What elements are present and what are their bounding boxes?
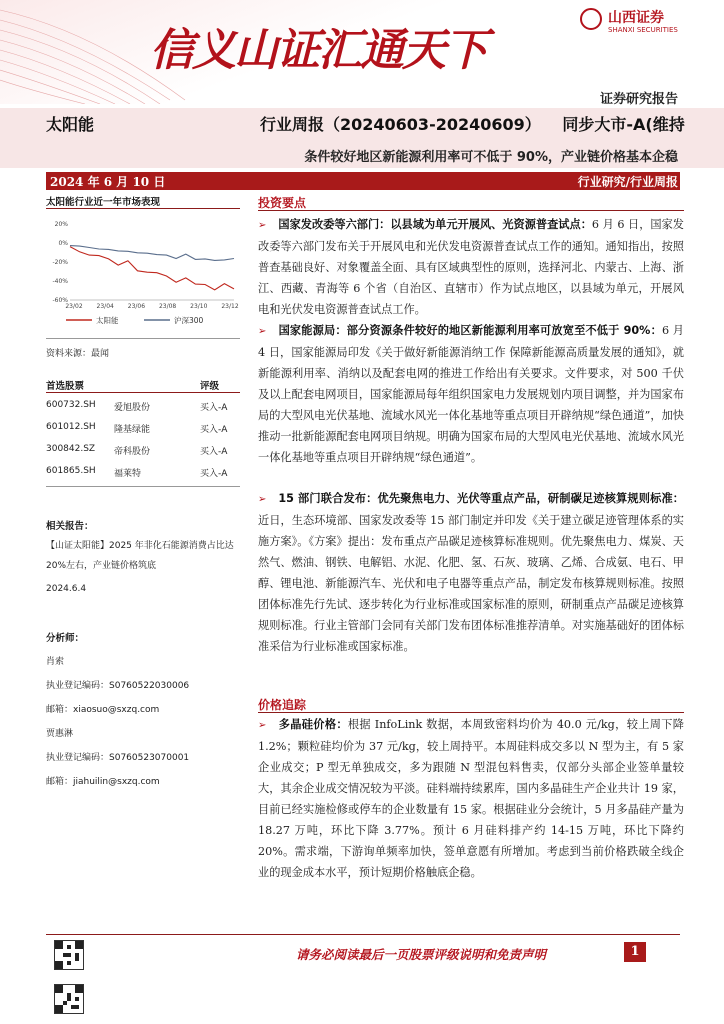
bullet-arrow-icon: ➢ bbox=[258, 494, 267, 505]
series-line-hs300 bbox=[70, 246, 234, 261]
section-investment-points: 投资要点 bbox=[258, 196, 307, 210]
analyst-email[interactable]: 邮箱：xiaosuo@sxzq.com bbox=[46, 705, 160, 715]
bullet-arrow-icon: ➢ bbox=[258, 220, 267, 231]
legend-label: 太阳能 bbox=[96, 316, 119, 325]
paragraph bbox=[258, 214, 684, 320]
divider bbox=[258, 210, 684, 211]
divider bbox=[46, 338, 240, 339]
stock-rating: 买入-A bbox=[200, 425, 228, 435]
paragraph-text: 近日，生态环境部、国家发改委等 15 部门制定并印发《关于建立碳足迹管理体系的实施方案》。《方案》提出：发布重点产品碳足迹核算标准规则。优先聚焦电力、煤炭、天然气、燃油、钢铁、电解铝、水泥、化肥、氢、石灰、玻璃、乙烯、合成氨、电石、甲醇、锂电池、新能源汽车、光伏和电子电器等重点产品，制定发布核算规则标准。按照团体标准先行先试、逐步转化为行业标准或国家标准的原则，研制重点产品碳足迹核算规则标准。行业主管部门会同有关部门发布团体标准推荐清单。对实施基础好的团体标准采信为行业标准或国家标准。 bbox=[258, 514, 684, 653]
sector-name: 太阳能 bbox=[46, 115, 95, 134]
x-tick-label: 23/06 bbox=[127, 303, 146, 310]
x-tick-label: 23/08 bbox=[158, 303, 177, 310]
chart-source: 资料来源：最闻 bbox=[46, 349, 110, 359]
stock-name: 帝科股份 bbox=[114, 447, 151, 457]
paragraph-heading: 多晶硅价格： bbox=[278, 718, 348, 731]
related-date: 2024.6.4 bbox=[46, 584, 87, 594]
logo-name-en: SHANXI SECURITIES bbox=[608, 26, 678, 34]
divider bbox=[46, 392, 240, 393]
chart-title: 太阳能行业近一年市场表现 bbox=[46, 197, 161, 208]
series-line-solar bbox=[70, 247, 234, 290]
paragraph-text: 6 月 6 日，国家发改委等六部门发布关于开展风电和光伏发电资源普查试点工作的通知。通知指出，按照普查基础良好、对象覆盖全面、具有区域典型性的原则，选择河北、内蒙古、上海、浙江、西藏、青海等 6 个省（自治区、直辖市）作为试点地区，以县域为单元，开展风电和光伏发电资源普查试点工作。 bbox=[258, 218, 684, 316]
x-tick-label: 23/04 bbox=[96, 303, 114, 310]
section-price-tracking: 价格追踪 bbox=[258, 698, 307, 712]
report-subtitle: 条件较好地区新能源利用率可不低于 90%，产业链价格基本企稳 bbox=[304, 150, 678, 165]
paragraph bbox=[258, 320, 684, 468]
paragraph bbox=[258, 714, 684, 883]
analyst-name: 肖索 bbox=[46, 657, 65, 667]
analyst-name: 贾惠淋 bbox=[46, 729, 74, 739]
bullet-arrow-icon: ➢ bbox=[258, 326, 267, 337]
report-date: 2024 年 6 月 10 日 bbox=[50, 175, 166, 189]
x-tick-label: 23/02 bbox=[65, 303, 83, 310]
logo-name-cn: 山西证券 bbox=[608, 10, 664, 26]
paragraph-text: 6 月 4 日，国家能源局印发《关于做好新能源消纳工作 保障新能源高质量发展的通知》，就新能源利用率、消纳以及配套电网的推进工作给出有关要求。文件要求，对 500 千伏及以上配套电网项目，国家能源局每年组织国家电力发展规划内项目调整，并为国家布局的大型风电光伏基地、流域水风光一体化基地等重点项目开辟纳规“绿色通道”，加快推动一批新能源配套电网项目纳规。明确为国家布局的大型风电光伏基地、流域水风光一体化基地等重点项目开辟纳规“绿色通道”。 bbox=[258, 324, 684, 464]
rating-text: 同步大市-A(维持 bbox=[562, 115, 685, 134]
market-chart bbox=[46, 216, 240, 336]
stock-rating: 买入-A bbox=[200, 403, 228, 413]
report-type: 证券研究报告 bbox=[599, 92, 678, 107]
related-report: 【山证太阳能】2025 年非化石能源消费占比达 20%左右，产业链价格筑底 bbox=[46, 541, 234, 571]
disclaimer-notice: 请务必阅读最后一页股票评级说明和免责声明 bbox=[296, 947, 547, 962]
paragraph-heading: 国家发改委等六部门：以县域为单元开展风、光资源普查试点： bbox=[278, 218, 592, 231]
stock-header: 首选股票 bbox=[46, 381, 85, 392]
slogan: 信义山证汇通天下 bbox=[150, 25, 486, 76]
analyst-title: 分析师： bbox=[46, 633, 85, 644]
page-number: 1 bbox=[624, 942, 646, 962]
report-category: 行业研究/行业周报 bbox=[577, 175, 678, 189]
stock-name: 福莱特 bbox=[114, 469, 142, 479]
paragraph-heading: 15 部门联合发布：优先聚焦电力、光伏等重点产品，研制碳足迹核算规则标准： bbox=[278, 492, 684, 505]
report-title-text: 行业周报（20240603-20240609） bbox=[260, 115, 541, 134]
qr-code-icon bbox=[54, 940, 84, 970]
stock-name: 隆基绿能 bbox=[114, 425, 151, 435]
bullet-arrow-icon: ➢ bbox=[258, 720, 267, 731]
analyst-email[interactable]: 邮箱：jiahuilin@sxzq.com bbox=[46, 777, 160, 787]
y-tick-label: 20% bbox=[54, 221, 68, 228]
paragraph bbox=[258, 488, 684, 657]
x-tick-label: 23/12 bbox=[221, 303, 239, 310]
stock-code: 300842.SZ bbox=[46, 444, 96, 454]
stock-rating: 买入-A bbox=[200, 447, 228, 457]
y-tick-label: -60% bbox=[52, 297, 68, 304]
analyst-reg: 执业登记编码：S0760522030006 bbox=[46, 681, 190, 691]
y-tick-label: -20% bbox=[52, 259, 68, 266]
divider bbox=[258, 712, 684, 713]
legend-label: 沪深300 bbox=[174, 316, 204, 325]
x-tick-label: 23/10 bbox=[190, 303, 208, 310]
stock-name: 爱旭股份 bbox=[114, 403, 151, 413]
y-tick-label: -40% bbox=[52, 278, 68, 285]
divider bbox=[46, 208, 240, 209]
y-tick-label: 0% bbox=[58, 240, 68, 247]
paragraph-heading: 国家能源局：部分资源条件较好的地区新能源利用率可放宽至不低于 90%： bbox=[278, 324, 662, 337]
stock-code: 600732.SH bbox=[46, 400, 96, 410]
stock-code: 601012.SH bbox=[46, 422, 96, 432]
divider bbox=[46, 486, 240, 487]
stock-rating: 买入-A bbox=[200, 469, 228, 479]
stock-code: 601865.SH bbox=[46, 466, 96, 476]
rating-header: 评级 bbox=[200, 381, 220, 392]
related-title: 相关报告： bbox=[46, 521, 94, 532]
footer-divider bbox=[46, 934, 680, 935]
paragraph-text: 根据 InfoLink 数据，本周致密料均价为 40.0 元/kg，较上周下降 1.2%；颗粒硅均价为 37 元/kg，较上周持平。本周硅料成交多以 N 型为主，有 5 家企业成交；P 型无单独成交，多为跟随 N 型混包料售卖，仅部分头部企业签单量较大，其余企业成交情况较为平淡。硅料端持续累库，国内多晶硅生产企业共计 19 家，目前已经实施检修或停车的企业数量有 15 家。根据硅业分会统计，5 月多晶硅产量为 18.27 万吨，环比下降 3.77%。预计 6 月硅料排产约 14-15 万吨，环比下降约 20%。需求端，下游询单频率加快，签单意愿有所增加。考虑到当前价格跌破全线企业的现金成本水平，预计短期价格触底企稳。 bbox=[258, 718, 684, 879]
company-logo bbox=[580, 6, 712, 38]
report-title bbox=[260, 112, 685, 135]
analyst-reg: 执业登记编码：S0760523070001 bbox=[46, 753, 190, 763]
logo-icon bbox=[580, 8, 602, 30]
qr-code-icon bbox=[54, 984, 84, 1014]
